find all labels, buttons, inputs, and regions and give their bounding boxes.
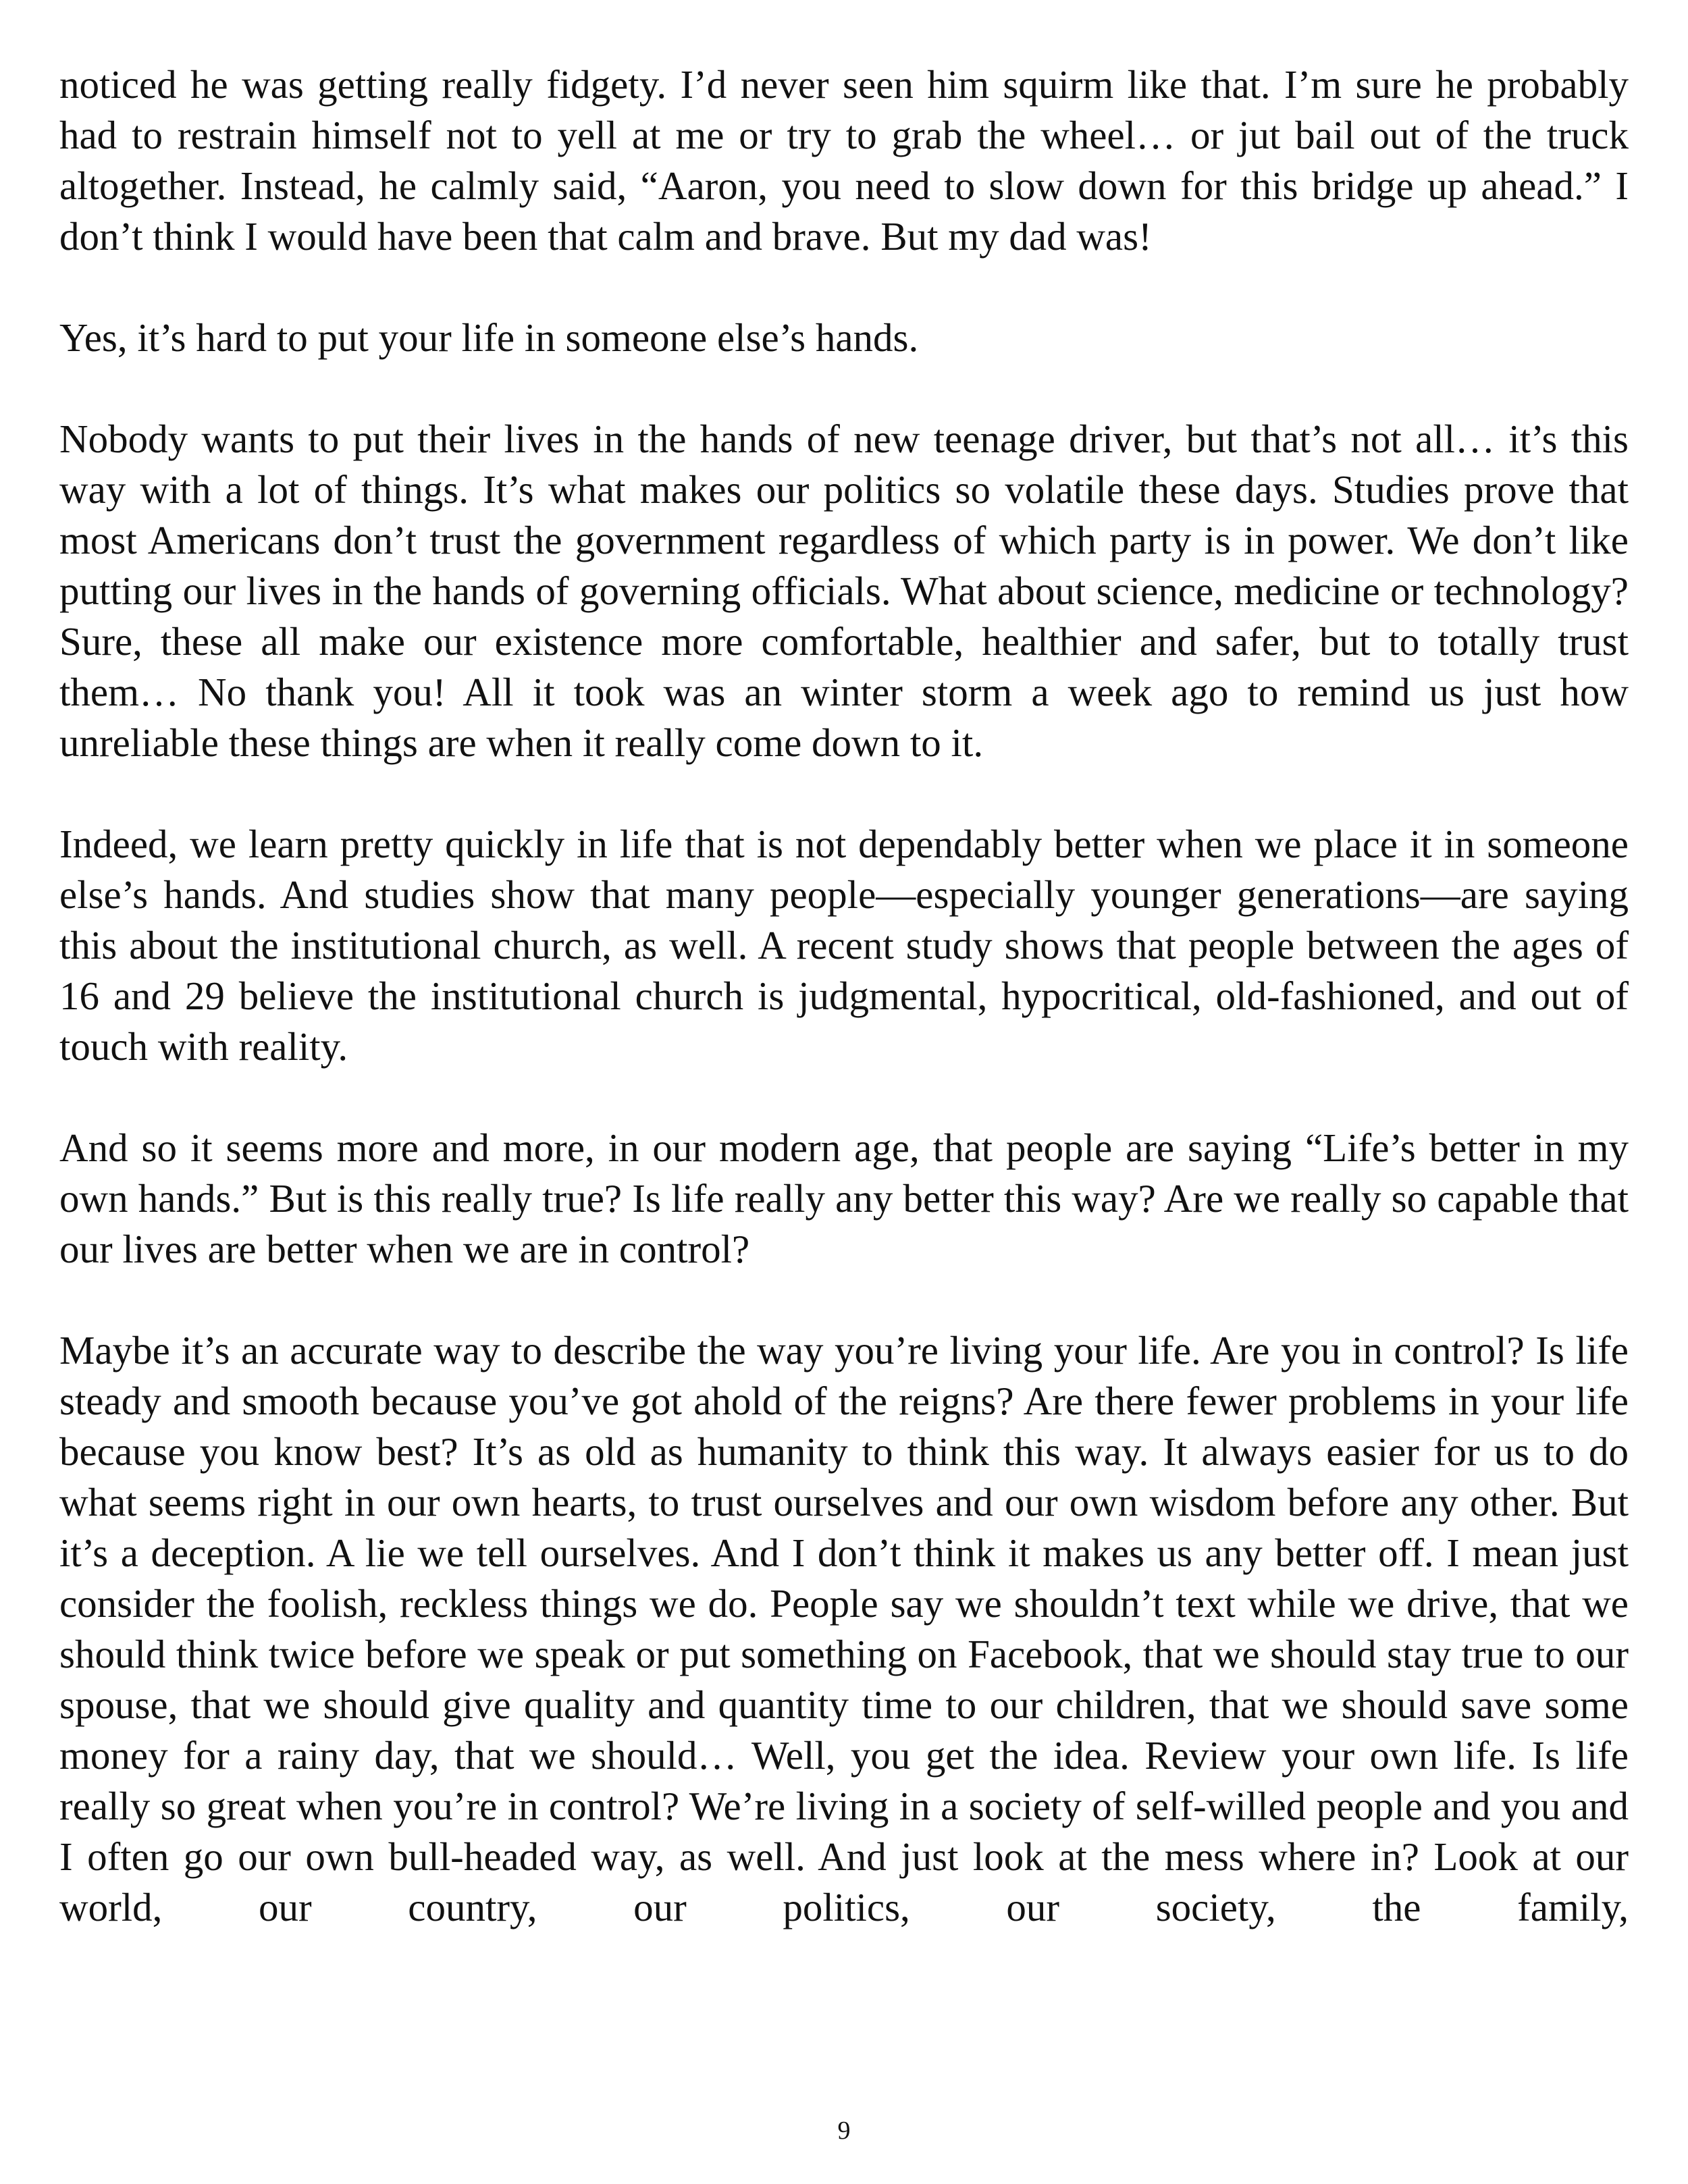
paragraph-1: noticed he was getting really fidgety. I’d never seen him squirm like that. I’m sure he probably had to restrain himself not to yell at me or try to grab the wheel… or jut bail out of the truck altogether. Instead, he calmly said, “Aaron, you need to slow down for this bridge up ahead.” I don’t think I would have been that calm and brave. But my dad was! [59,62,1629,259]
document-page [59,59,1629,1933]
paragraph-5: And so it seems more and more, in our modern age, that people are saying “Life’s better in my own hands.” But is this really true? Is life really any better this way? Are we really so capable that our lives are better when we are in control? [59,1125,1629,1271]
paragraph-2: Yes, it’s hard to put your life in someone else’s hands. [59,315,919,360]
paragraph-3: Nobody wants to put their lives in the hands of new teenage driver, but that’s not all… it’s this way with a lot of things. It’s what makes our politics so volatile these days. Studies prove that most Americans don’t trust the government regardless of which party is in power. We don’t like putting our lives in the hands of governing officials. What about science, medicine or technology? Sure, these all make our existence more comfortable, healthier and safer, but to totally trust them… No thank you! All it took was an winter storm a week ago to remind us just how unreliable these things are when it really come down to it. [59,417,1629,765]
page-number: 9 [837,2116,851,2145]
paragraph-6: Maybe it’s an accurate way to describe the way you’re living your life. Are you in control? Is life steady and smooth because you’ve got ahold of the reigns? Are there fewer problems in your life because you know best? It’s as old as humanity to think this way. It always easier for us to do what seems right in our own hearts, to trust ourselves and our own wisdom before any other. But it’s a deception. A lie we tell ourselves. And I don’t think it makes us any better off. I mean just consider the foolish, reckless things we do. People say we shouldn’t text while we drive, that we should think twice before we speak or put something on Facebook, that we should stay true to our spouse, that we should give quality and quantity time to our children, that we should save some money for a rainy day, that we should… Well, you get the idea. Review your own life. Is life really so great when you’re in control? We’re living in a society of self-willed people and you and I often go our own bull-headed way, as well. And just look at the mess where in? Look at our world, our country, our politics, our society, the family, [59,1328,1629,1929]
paragraph-4: Indeed, we learn pretty quickly in life that is not dependably better when we place it in someone else’s hands. And studies show that many people—especially younger generations—are saying this about the institutional church, as well. A recent study shows that people between the ages of 16 and 29 believe the institutional church is judgmental, hypocritical, old-fashioned, and out of touch with reality. [59,822,1629,1069]
